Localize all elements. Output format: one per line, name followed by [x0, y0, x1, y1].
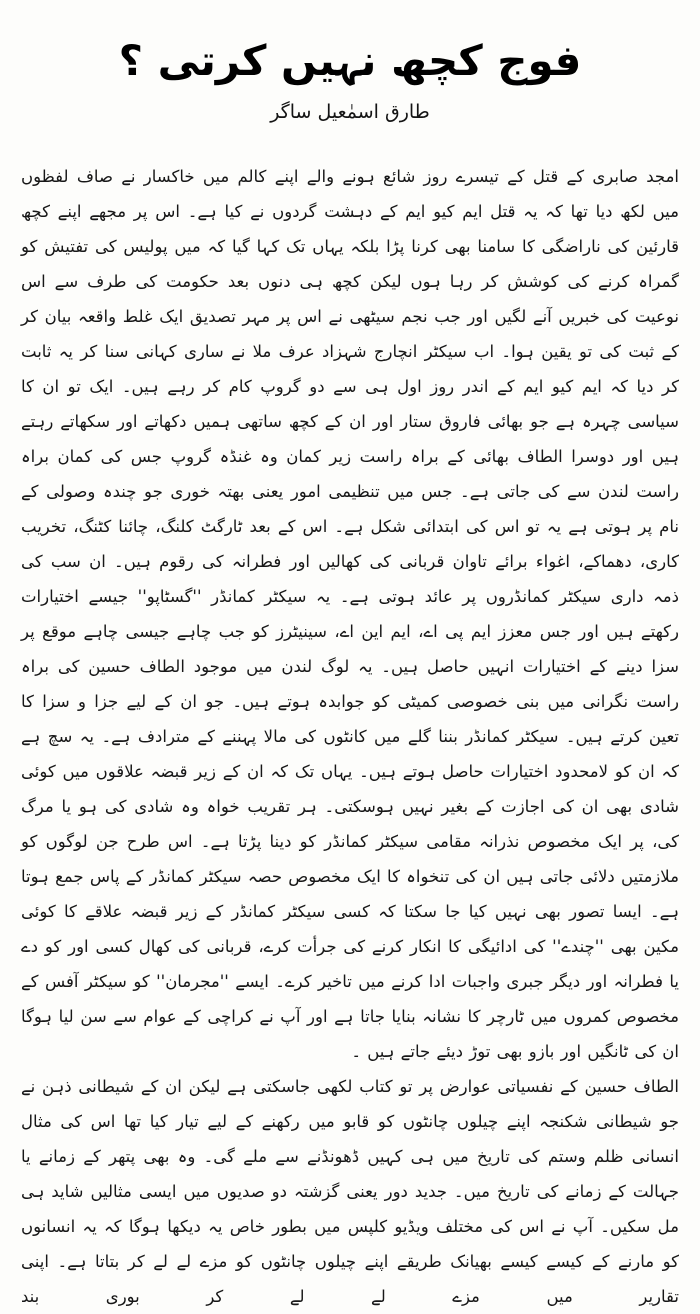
- article-paragraph-2: الطاف حسین کے نفسیاتی عوارض پر تو کتاب لکھی جاسکتی ہے لیکن ان کے شیطانی ذہن نے جو شیطانی شکنجہ اپنے چیلوں چانٹوں کو قابو میں رکھنے کے لیے تیار کیا تھا اس کی مثال انسانی ظلم وستم کی تاریخ میں ہی کہیں ڈھونڈنے سے ملے گی۔ وہ بھی پتھر کے زمانے یا جہالت کے زمانے کی تاریخ میں۔ جدید دور یعنی گزشتہ دو صدیوں میں ایسی مثالیں شاید ہی مل سکیں۔ آپ نے اس کی مختلف ویڈیو کلپس میں بطور خاص یہ دیکھا ہوگا کہ یہ انسانوں کو مارنے کے کیسے کیسے بھیانک طریقے اپنے چیلوں چانٹوں کو مزے لے لے کر بتاتا ہے۔ اپنی تقاریر میں مزے لے لے کر بوری بند: [21, 1076, 679, 1306]
- article-paragraph-1: امجد صابری کے قتل کے تیسرے روز شائع ہونے والے اپنے کالم میں خاکسار نے صاف لفظوں میں لکھ دیا تھا کہ یہ قتل ایم کیو ایم کے دہشت گردوں نے کیا ہے۔ اس پر مجھے اپنے کچھ قارئین کی ناراضگی کا سامنا بھی کرنا پڑا بلکہ یہاں تک کہا گیا کہ میں پولیس کی تفتیش کو گمراہ کرنے کی کوشش کر رہا ہوں لیکن کچھ ہی دنوں بعد حکومت کی طرف سے اس نوعیت کی خبریں آنے لگیں اور جب نجم سیٹھی نے اس پر مہر تصدیق ایک غلط واقعہ بیان کر کے ثبت کی تو یقین ہوا۔ اب سیکٹر انچارج شہزاد عرف ملا نے ساری کہانی سنا کر یہ ثابت کر دیا کہ ایم کیو ایم کے اندر روز اول ہی سے دو گروپ کام کر رہے ہیں۔ ایک تو ان کا سیاسی چہرہ ہے جو بھائی فاروق ستار اور ان کے کچھ ساتھی ہمیں دکھاتے اور سکھاتے رہتے ہیں اور دوسرا الطاف بھائی کے براہ راست زیر کمان وہ غنڈہ گروپ جس کی کمان براہ راست لندن سے کی جاتی ہے۔ جس میں تنظیمی امور یعنی بھتہ خوری جو چندہ وصولی کے نام پر ہوتی ہے یہ تو اس کی ابتدائی شکل ہے۔ اس کے بعد ٹارگٹ کلنگ، چائنا کٹنگ، تخریب کاری، دھماکے، اغواء برائے تاوان قربانی کی کھالیں اور فطرانہ کی رقوم ہیں۔ ان سب کی ذمہ داری سیکٹر کمانڈروں پر عائد ہوتی ہے۔ یہ سیکٹر کمانڈر ''گسٹاپو'' جیسے اختیارات رکھتے ہیں اور جس معزز ایم پی اے، ایم این اے، سینیٹرز کو جب چاہے جیسی چاہے موقع پر سزا دینے کے اختیارات انہیں حاصل ہیں۔ یہ لوگ لندن میں موجود الطاف حسین کی براہ راست نگرانی میں بنی خصوصی کمیٹی کو جوابدہ ہوتے ہیں۔ جو ان کے لیے جزا و سزا کا تعین کرتے ہیں۔ سیکٹر کمانڈر بننا گلے میں کانٹوں کی مالا پہننے کے مترادف ہے۔ یہ سچ ہے کہ ان کو لامحدود اختیارات حاصل ہوتے ہیں۔ یہاں تک کہ ان کے زیر قبضہ علاقوں میں کوئی شادی بھی ان کی اجازت کے بغیر نہیں ہوسکتی۔ ہر تقریب خواہ وہ شادی کی ہو یا مرگ کی، پر ایک مخصوص نذرانہ مقامی سیکٹر کمانڈر کو دینا پڑتا ہے۔ اس طرح جن لوگوں کو ملازمتیں دلائی جاتی ہیں ان کی تنخواہ کا ایک مخصوص حصہ سیکٹر کمانڈر کے پاس جمع ہوتا ہے۔ ایسا تصور بھی نہیں کیا جا سکتا کہ کسی سیکٹر کمانڈر کے زیر قبضہ علاقے کا کوئی مکین بھی ''چندے'' کی ادائیگی کا انکار کرنے کی جرأت کرے، قربانی کی کھال کسی اور کو دے یا فطرانہ اور دیگر جبری واجبات ادا کرنے میں تاخیر کرے۔ ایسے ''مجرمان'' کو سیکٹر آفس کے مخصوص کمروں میں ٹارچر کا نشانہ بنایا جاتا ہے اور آپ نے کراچی کے عوام سے سن لیا ہوگا ان کی ٹانگیں اور بازو بھی توڑ دیئے جاتے ہیں ۔: [21, 166, 679, 1061]
- article-title: فوج کچھ نہیں کرتی ؟: [118, 36, 582, 85]
- article-body: [21, 159, 679, 1314]
- article-byline: طارق اسمٰعیل ساگر: [270, 100, 430, 123]
